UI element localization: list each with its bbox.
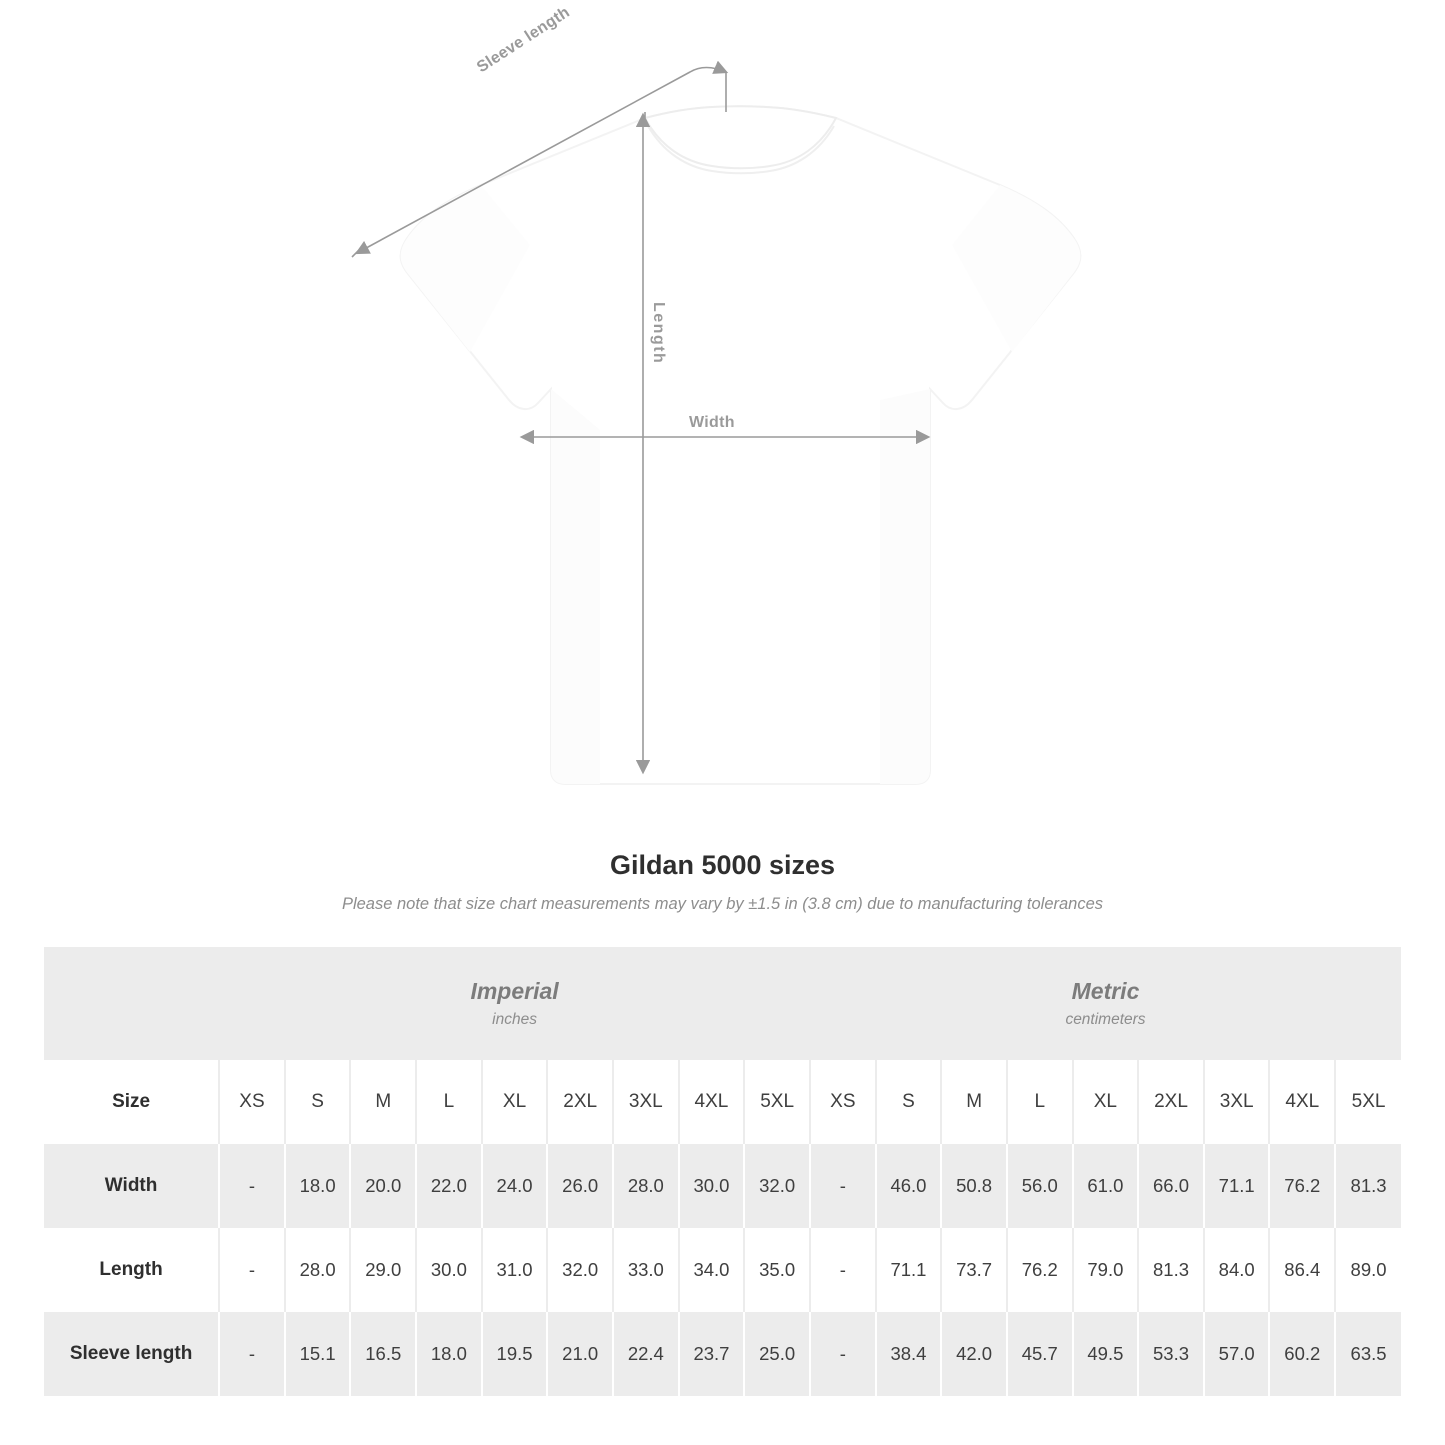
cell-width-metric-m: 50.8 xyxy=(941,1144,1007,1228)
cell-length-metric-4xl: 86.4 xyxy=(1269,1228,1335,1312)
size-header-label: Size xyxy=(44,1060,219,1144)
width-label: Width xyxy=(683,414,741,432)
cell-length-imperial-s: 28.0 xyxy=(285,1228,351,1312)
cell-width-metric-s: 46.0 xyxy=(876,1144,942,1228)
cell-width-imperial-xs: - xyxy=(219,1144,285,1228)
size-col-imperial-4xl: 4XL xyxy=(679,1060,745,1144)
cell-length-imperial-4xl: 34.0 xyxy=(679,1228,745,1312)
size-col-metric-s: S xyxy=(876,1060,942,1144)
cell-length-metric-5xl: 89.0 xyxy=(1335,1228,1401,1312)
cell-length-imperial-xl: 31.0 xyxy=(482,1228,548,1312)
size-chart-table xyxy=(44,947,1401,1396)
unit-group-row xyxy=(44,947,1401,1060)
row-label-width: Width xyxy=(44,1144,219,1228)
cell-sleeve-metric-s: 38.4 xyxy=(876,1312,942,1396)
size-chart-table-wrap xyxy=(44,947,1401,1396)
cell-sleeve-metric-xl: 49.5 xyxy=(1073,1312,1139,1396)
size-col-imperial-2xl: 2XL xyxy=(547,1060,613,1144)
cell-width-imperial-4xl: 30.0 xyxy=(679,1144,745,1228)
cell-width-metric-3xl: 71.1 xyxy=(1204,1144,1270,1228)
tshirt-shape xyxy=(401,106,1081,784)
size-col-metric-m: M xyxy=(941,1060,1007,1144)
cell-length-metric-2xl: 81.3 xyxy=(1138,1228,1204,1312)
cell-sleeve-imperial-2xl: 21.0 xyxy=(547,1312,613,1396)
row-label-length: Length xyxy=(44,1228,219,1312)
size-col-imperial-3xl: 3XL xyxy=(613,1060,679,1144)
cell-width-imperial-l: 22.0 xyxy=(416,1144,482,1228)
size-col-imperial-l: L xyxy=(416,1060,482,1144)
size-col-metric-l: L xyxy=(1007,1060,1073,1144)
cell-sleeve-metric-3xl: 57.0 xyxy=(1204,1312,1270,1396)
cell-length-metric-s: 71.1 xyxy=(876,1228,942,1312)
cell-sleeve-imperial-xl: 19.5 xyxy=(482,1312,548,1396)
cell-length-imperial-m: 29.0 xyxy=(350,1228,416,1312)
cell-sleeve-metric-m: 42.0 xyxy=(941,1312,1007,1396)
cell-length-imperial-5xl: 35.0 xyxy=(744,1228,810,1312)
cell-length-metric-m: 73.7 xyxy=(941,1228,1007,1312)
unit-group-imperial-sub: inches xyxy=(492,1010,537,1028)
cell-length-metric-l: 76.2 xyxy=(1007,1228,1073,1312)
cell-length-imperial-l: 30.0 xyxy=(416,1228,482,1312)
cell-width-imperial-3xl: 28.0 xyxy=(613,1144,679,1228)
cell-sleeve-imperial-m: 16.5 xyxy=(350,1312,416,1396)
tolerance-note: Please note that size chart measurements may vary by ±1.5 in (3.8 cm) due to manufacturing tolerances xyxy=(341,895,1104,913)
cell-width-metric-xs: - xyxy=(810,1144,876,1228)
cell-width-imperial-5xl: 32.0 xyxy=(744,1144,810,1228)
cell-width-metric-2xl: 66.0 xyxy=(1138,1144,1204,1228)
cell-sleeve-metric-l: 45.7 xyxy=(1007,1312,1073,1396)
cell-width-metric-l: 56.0 xyxy=(1007,1144,1073,1228)
cell-width-imperial-s: 18.0 xyxy=(285,1144,351,1228)
cell-sleeve-imperial-l: 18.0 xyxy=(416,1312,482,1396)
size-col-metric-3xl: 3XL xyxy=(1204,1060,1270,1144)
cell-width-metric-xl: 61.0 xyxy=(1073,1144,1139,1228)
table-row xyxy=(44,1228,1401,1312)
length-label: Length xyxy=(650,302,667,365)
cell-sleeve-imperial-4xl: 23.7 xyxy=(679,1312,745,1396)
cell-width-imperial-m: 20.0 xyxy=(350,1144,416,1228)
cell-length-imperial-2xl: 32.0 xyxy=(547,1228,613,1312)
unit-group-imperial-name: Imperial xyxy=(470,978,559,1005)
cell-length-metric-xl: 79.0 xyxy=(1073,1228,1139,1312)
unit-group-metric xyxy=(810,947,1401,1060)
table-row xyxy=(44,1144,1401,1228)
cell-length-metric-xs: - xyxy=(810,1228,876,1312)
size-header-row xyxy=(44,1060,1401,1144)
cell-sleeve-metric-4xl: 60.2 xyxy=(1269,1312,1335,1396)
cell-width-metric-5xl: 81.3 xyxy=(1335,1144,1401,1228)
unit-group-metric-sub: centimeters xyxy=(1065,1010,1146,1028)
size-col-metric-xs: XS xyxy=(810,1060,876,1144)
cell-width-metric-4xl: 76.2 xyxy=(1269,1144,1335,1228)
size-col-metric-4xl: 4XL xyxy=(1269,1060,1335,1144)
unit-group-metric-name: Metric xyxy=(1071,978,1140,1005)
unit-group-spacer xyxy=(44,947,219,1060)
size-col-imperial-xs: XS xyxy=(219,1060,285,1144)
sleeve-length-label: Sleeve length xyxy=(474,3,574,77)
page-title: Gildan 5000 sizes xyxy=(609,850,836,880)
cell-sleeve-imperial-5xl: 25.0 xyxy=(744,1312,810,1396)
cell-sleeve-imperial-s: 15.1 xyxy=(285,1312,351,1396)
row-label-sleeve-length: Sleeve length xyxy=(44,1312,219,1396)
cell-length-imperial-3xl: 33.0 xyxy=(613,1228,679,1312)
size-col-metric-2xl: 2XL xyxy=(1138,1060,1204,1144)
size-col-imperial-m: M xyxy=(350,1060,416,1144)
unit-group-imperial xyxy=(219,947,810,1060)
table-row xyxy=(44,1312,1401,1396)
cell-sleeve-imperial-3xl: 22.4 xyxy=(613,1312,679,1396)
cell-sleeve-metric-xs: - xyxy=(810,1312,876,1396)
cell-width-imperial-xl: 24.0 xyxy=(482,1144,548,1228)
cell-width-imperial-2xl: 26.0 xyxy=(547,1144,613,1228)
size-col-metric-xl: XL xyxy=(1073,1060,1139,1144)
cell-sleeve-imperial-xs: - xyxy=(219,1312,285,1396)
size-col-imperial-5xl: 5XL xyxy=(744,1060,810,1144)
size-col-imperial-s: S xyxy=(285,1060,351,1144)
cell-sleeve-metric-2xl: 53.3 xyxy=(1138,1312,1204,1396)
cell-length-imperial-xs: - xyxy=(219,1228,285,1312)
cell-length-metric-3xl: 84.0 xyxy=(1204,1228,1270,1312)
size-col-metric-5xl: 5XL xyxy=(1335,1060,1401,1144)
cell-sleeve-metric-5xl: 63.5 xyxy=(1335,1312,1401,1396)
size-col-imperial-xl: XL xyxy=(482,1060,548,1144)
